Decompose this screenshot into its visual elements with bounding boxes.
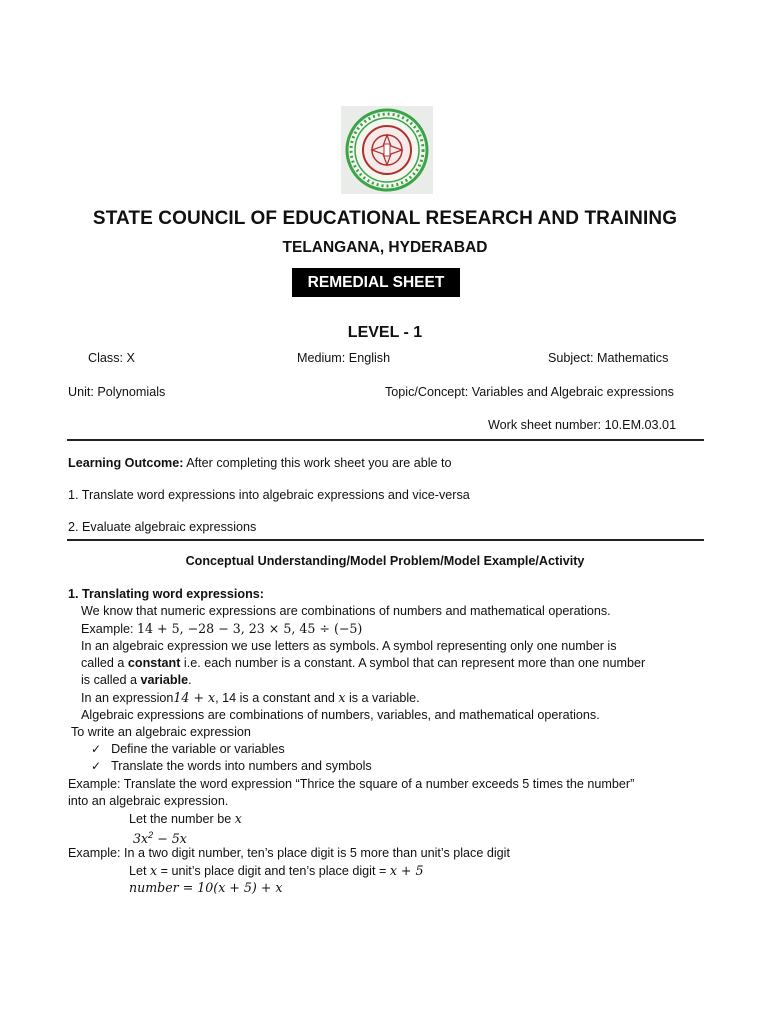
learning-outcome-label: Learning Outcome: (68, 456, 184, 470)
math-expression: number = 10(x + 5) + x (129, 880, 283, 895)
subject-label: Subject: Mathematics (548, 351, 669, 365)
paragraph: We know that numeric expressions are combinations of numbers and mathematical operations. (81, 604, 611, 618)
paragraph (81, 655, 645, 672)
checklist-item (91, 741, 285, 758)
example-line (81, 620, 362, 638)
text-span: . (188, 673, 192, 687)
math-exponent: 2 (148, 830, 154, 840)
paragraph: To write an algebraic expression (71, 725, 251, 739)
example-math: 14 + 5, −28 − 3, 23 × 5, 45 ÷ (−5) (137, 621, 363, 636)
divider (67, 539, 704, 541)
learning-outcome (68, 455, 452, 472)
math-variable: x (338, 690, 346, 705)
page-title: STATE COUNCIL OF EDUCATIONAL RESEARCH AND TRAINING (92, 208, 678, 229)
math-expression: x + 5 (389, 863, 424, 878)
divider (67, 439, 704, 441)
content-heading: 1. Translating word expressions: (68, 587, 264, 601)
checklist-item (91, 758, 372, 775)
medium-label: Medium: English (297, 351, 391, 365)
learning-outcome-text: After completing this work sheet you are able to (183, 456, 452, 470)
checklist-text: Translate the words into numbers and symbols (111, 759, 372, 773)
text-span: is called a (81, 673, 141, 687)
paragraph (81, 672, 192, 689)
term-constant: constant (127, 656, 181, 670)
term-variable: variable (140, 673, 189, 687)
scert-logo (341, 106, 433, 194)
math-term: − 5x (153, 831, 187, 846)
text-span: i.e. each number is a constant. A symbol that can represent more than one number (180, 656, 646, 670)
example-line: Example: In a two digit number, ten’s place digit is 5 more than unit’s place digit (68, 846, 510, 860)
unit-label: Unit: Polynomials (68, 385, 166, 399)
text-span: Let (129, 864, 151, 878)
math-variable: x (234, 811, 242, 826)
paragraph: Algebraic expressions are combinations of numbers, variables, and mathematical operations. (81, 708, 600, 722)
text-span: is a variable. (345, 691, 420, 705)
checklist-text: Define the variable or variables (111, 742, 285, 756)
outcome-item: 1. Translate word expressions into algebraic expressions and vice-versa (68, 488, 470, 502)
example-line: into an algebraic expression. (68, 794, 229, 808)
section-heading: Conceptual Understanding/Model Problem/Model Example/Activity (185, 554, 585, 568)
text-span: called a (81, 656, 128, 670)
scert-emblem-icon (341, 106, 433, 194)
math-term: 3x (133, 831, 149, 846)
remedial-sheet-banner: REMEDIAL SHEET (292, 268, 460, 297)
example-line (129, 810, 242, 828)
text-span: Let the number be (129, 812, 235, 826)
checkmark-icon: ✓ (91, 759, 102, 773)
worksheet-number: Work sheet number: 10.EM.03.01 (488, 418, 677, 432)
outcome-item: 2. Evaluate algebraic expressions (68, 520, 257, 534)
checkmark-icon: ✓ (91, 742, 102, 756)
math-expression: 14 + x (173, 690, 216, 705)
text-span: = unit’s place digit and ten’s place digit = (157, 864, 390, 878)
example-label: Example: (81, 622, 137, 636)
paragraph: In an algebraic expression we use letters as symbols. A symbol representing only one number is (81, 639, 617, 653)
paragraph (81, 689, 420, 707)
topic-label: Topic/Concept: Variables and Algebraic expressions (385, 385, 674, 399)
level-heading: LEVEL - 1 (347, 324, 423, 341)
page-subtitle: TELANGANA, HYDERABAD (282, 239, 488, 256)
math-variable: x (150, 863, 158, 878)
text-span: In an expression (81, 691, 174, 705)
text-span: , 14 is a constant and (215, 691, 339, 705)
example-line: Example: Translate the word expression “Thrice the square of a number exceeds 5 times the number” (68, 777, 635, 791)
example-line (129, 862, 424, 880)
class-label: Class: X (88, 351, 135, 365)
